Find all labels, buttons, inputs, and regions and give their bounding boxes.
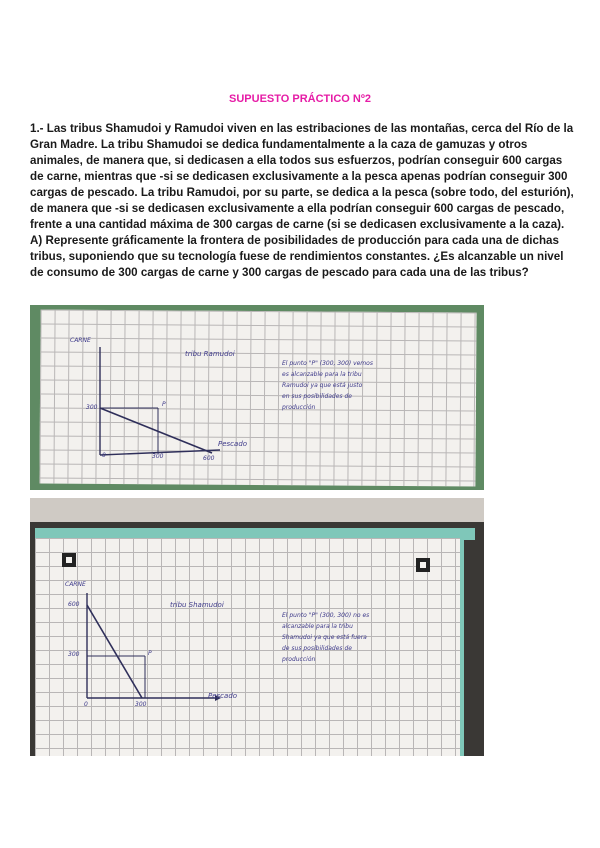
graph-heading: tribu Shamudoi	[170, 601, 224, 609]
y-tick-label: 600	[68, 601, 80, 608]
note-block	[282, 610, 369, 665]
note-line: El punto "P" (300, 300) vemos	[282, 360, 373, 367]
shamudoi-drawing	[30, 498, 484, 756]
x-axis-label: Pescado	[218, 440, 248, 448]
note-line: Shamudoi ya que está fuera	[282, 634, 367, 641]
x-tick-label: 300	[135, 701, 147, 708]
origin-label: 0	[102, 452, 106, 459]
y-axis-label: CARNE	[65, 581, 86, 588]
ramudoi-drawing	[30, 305, 484, 490]
x-tick-label: 300	[152, 453, 164, 460]
y-axis-label: CARNE	[70, 337, 91, 344]
y-tick-label: 300	[68, 651, 80, 658]
problem-statement: 1.- Las tribus Shamudoi y Ramudoi viven en las estribaciones de las montañas, cerca del Río de la Gran Madre. La tribu Shamudoi se dedica fundamentalmente a la caza de gamuzas y otros animales, de manera que, si dedicasen a ella todos sus esfuerzos, podrían conseguir 600 cargas de carne, mientras que -si se dedicasen exclusivamente a la pesca apenas podrían conseguir 300 cargas de pescado. La tribu Ramudoi, por su parte, se dedica a la pesca (sobre todo, del esturión), de manera que -si se dedicasen exclusivamente a ella podrían conseguir 600 cargas de pescado, frente a una cantidad máxima de 300 cargas de carne (si se dedicasen exclusivamente a la caza). A) Represente gráficamente la frontera de posibilidades de producción para cada una de dichas tribus, suponiendo que su tecnología fuese de rendimientos constantes. ¿Es alcanzable un nivel de consumo de 300 cargas de carne y 300 cargas de pescado para cada una de las tribus?	[30, 122, 574, 279]
x-axis-label: Pescado	[208, 692, 238, 700]
note-line: es alcanzable para la tribu	[282, 371, 362, 378]
point-label: P	[148, 650, 152, 657]
origin-label: 0	[84, 701, 88, 708]
note-line: El punto "P" (300, 300) no es	[282, 612, 370, 619]
note-line: Ramudoi ya que está justo	[282, 382, 363, 389]
note-line: de sus posibilidades de	[282, 645, 352, 652]
photo-shamudoi-graph	[30, 498, 484, 756]
note-line: alcanzable para la tribu	[282, 623, 353, 630]
point-label: P	[162, 401, 166, 408]
document-title: SUPUESTO PRÁCTICO Nº2	[229, 93, 371, 105]
note-line: en sus posibilidades de	[282, 393, 352, 400]
note-line: producción	[282, 404, 316, 411]
graph-heading: tribu Ramudoi	[185, 350, 235, 358]
note-line: producción	[282, 656, 316, 663]
x-tick-label: 600	[203, 455, 215, 462]
y-tick-label: 300	[86, 404, 98, 411]
note-block	[282, 358, 373, 413]
photo-ramudoi-graph	[30, 305, 484, 490]
